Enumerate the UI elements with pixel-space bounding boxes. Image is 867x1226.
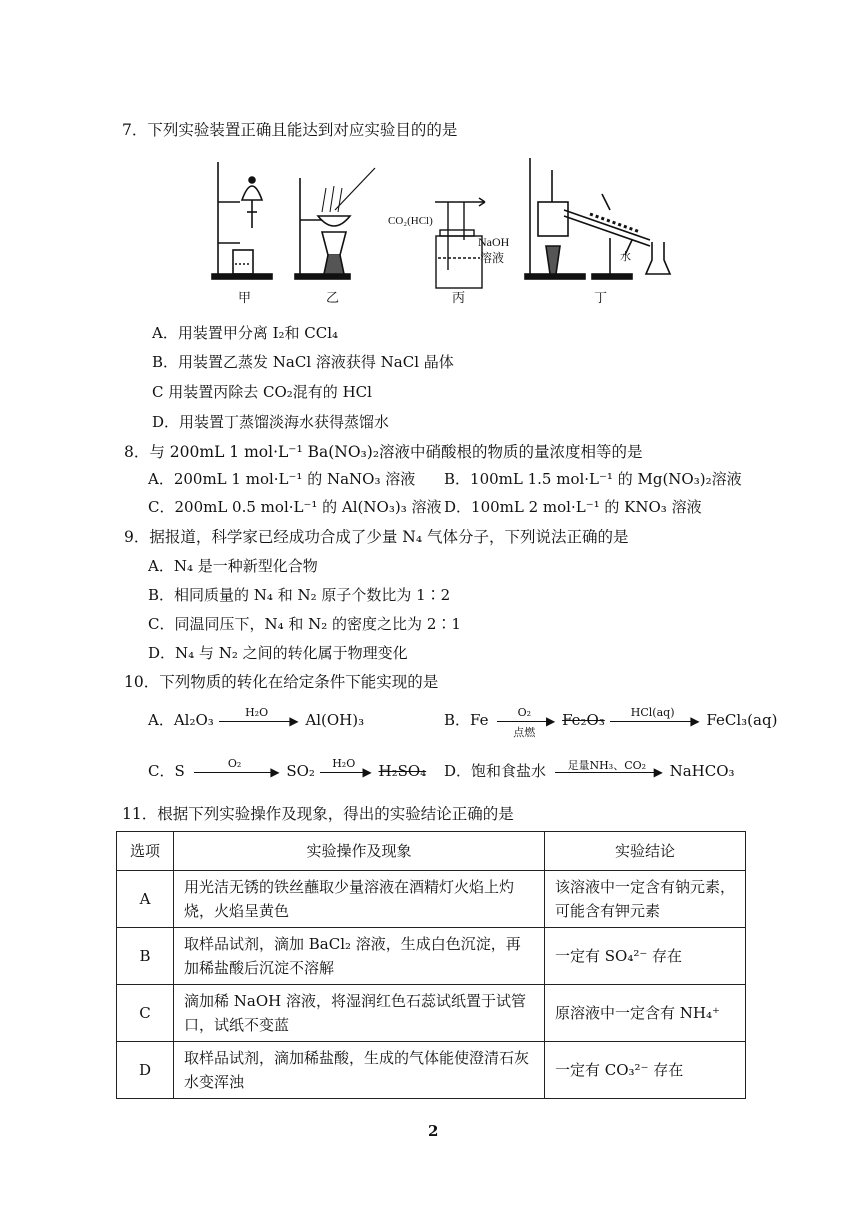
- q10-c-intermediate: SO₂: [286, 762, 315, 780]
- q10-a-product: Al(OH)₃: [305, 711, 365, 729]
- naoh-label: NaOH: [478, 235, 510, 249]
- q8-stem: 8．与 200mL 1 mol·L⁻¹ Ba(NO₃)₂溶液中硝酸根的物质的量浓度相等的是: [124, 443, 643, 461]
- q9-option-b: B．相同质量的 N₄ 和 N₂ 原子个数比为 1∶2: [148, 586, 451, 604]
- q10-b-product: FeCl₃(aq): [706, 711, 778, 729]
- row-operation: 取样品试剂，滴加 BaCl₂ 溶液，生成白色沉淀，再加稀盐酸后沉淀不溶解: [174, 928, 545, 985]
- row-conclusion: 该溶液中一定含有钠元素，可能含有钾元素: [545, 871, 746, 928]
- q10-a-reactant: A．Al₂O₃: [148, 711, 214, 729]
- q10-b-arrow1-top: O₂: [517, 705, 531, 719]
- row-option: C: [117, 985, 174, 1042]
- header-option: 选项: [117, 832, 174, 871]
- q7-option-b: B．用装置乙蒸发 NaCl 溶液获得 NaCl 晶体: [152, 353, 454, 371]
- table-row: [117, 871, 746, 928]
- q11-table: [116, 831, 746, 1099]
- q10-c-reactant: C．S: [148, 762, 185, 780]
- q10-c-product: H₂SO₄: [378, 762, 427, 780]
- row-option: D: [117, 1042, 174, 1099]
- apparatus-ding: [525, 158, 670, 279]
- bing-gas-label: CO₂(HCl): [388, 215, 433, 227]
- row-operation: 滴加稀 NaOH 溶液，将湿润红色石蕊试纸置于试管口，试纸不变蓝: [174, 985, 545, 1042]
- apparatus-jia: [212, 162, 272, 279]
- header-operation: 实验操作及现象: [174, 832, 545, 871]
- q10-option-b: [444, 705, 778, 739]
- q7-option-a: A．用装置甲分离 I₂和 CCl₄: [152, 324, 339, 342]
- table-row: [117, 928, 746, 985]
- q8-option-b: B．100mL 1.5 mol·L⁻¹ 的 Mg(NO₃)₂溶液: [444, 470, 742, 488]
- row-conclusion: 一定有 CO₃²⁻ 存在: [545, 1042, 746, 1099]
- q10-option-a: [148, 705, 365, 730]
- row-operation: 用光洁无锈的铁丝蘸取少量溶液在酒精灯火焰上灼烧，火焰呈黄色: [174, 871, 545, 928]
- q9-option-a: A．N₄ 是一种新型化合物: [148, 557, 318, 575]
- q7-apparatus-figure: [200, 150, 680, 305]
- q10-c-arrow1: O₂ ▶: [194, 772, 276, 773]
- table-row: [117, 1042, 746, 1099]
- q10-a-arrow-label: H₂O: [245, 705, 269, 719]
- apparatus-bing: [388, 198, 510, 288]
- q10-b-arrow2-label: HCl(aq): [630, 705, 675, 719]
- water-label: 水: [620, 251, 631, 263]
- q10-d-product: NaHCO₃: [669, 762, 735, 780]
- q10-d-arrow: 足量NH₃、CO₂ ▶: [555, 772, 659, 773]
- label-yi: 乙: [326, 290, 340, 305]
- label-ding: 丁: [594, 290, 608, 305]
- q7-option-d: D．用装置丁蒸馏淡海水获得蒸馏水: [152, 413, 390, 431]
- q10-a-arrow: H₂O ▶: [219, 721, 295, 722]
- q8-option-c: C．200mL 0.5 mol·L⁻¹ 的 Al(NO₃)₃ 溶液: [148, 498, 442, 516]
- row-conclusion: 原溶液中一定含有 NH₄⁺: [545, 985, 746, 1042]
- row-option: B: [117, 928, 174, 985]
- label-bing: 丙: [452, 290, 466, 305]
- page-number: 2: [428, 1122, 439, 1140]
- q10-option-c: [148, 756, 427, 781]
- q10-b-arrow1: O₂ ▶ 点燃: [497, 721, 551, 722]
- row-operation: 取样品试剂，滴加稀盐酸，生成的气体能使澄清石灰水变浑浊: [174, 1042, 545, 1099]
- header-conclusion: 实验结论: [545, 832, 746, 871]
- q7-stem: 7．下列实验装置正确且能达到对应实验目的的是: [122, 121, 458, 139]
- q10-b-arrow1-bottom: 点燃: [513, 725, 536, 739]
- q11-stem: 11．根据下列实验操作及现象，得出的实验结论正确的是: [122, 805, 514, 823]
- q10-b-arrow2: HCl(aq) ▶: [610, 721, 696, 722]
- q10-c-arrow2-label: H₂O: [332, 756, 356, 770]
- q10-d-reactant: D．饱和食盐水: [444, 762, 547, 780]
- q7-option-c: C 用装置丙除去 CO₂混有的 HCl: [152, 383, 372, 401]
- q10-b-intermediate: Fe₂O₃: [562, 711, 605, 729]
- q10-c-arrow2: H₂O ▶: [320, 772, 368, 773]
- apparatus-yi: [295, 168, 375, 279]
- table-header-row: [117, 832, 746, 871]
- q10-d-arrow-label: 足量NH₃、CO₂: [567, 758, 647, 772]
- q9-option-d: D．N₄ 与 N₂ 之间的转化属于物理变化: [148, 644, 408, 662]
- q10-option-d: [444, 760, 735, 781]
- q10-c-arrow1-label: O₂: [227, 756, 242, 770]
- label-jia: 甲: [238, 290, 252, 305]
- q8-option-d: D．100mL 2 mol·L⁻¹ 的 KNO₃ 溶液: [444, 498, 702, 516]
- row-option: A: [117, 871, 174, 928]
- q10-stem: 10．下列物质的转化在给定条件下能实现的是: [124, 673, 439, 691]
- solution-label: 溶液: [480, 251, 505, 265]
- q10-b-reactant: B．Fe: [444, 711, 489, 729]
- q9-option-c: C．同温同压下，N₄ 和 N₂ 的密度之比为 2∶1: [148, 615, 461, 633]
- table-row: [117, 985, 746, 1042]
- q8-option-a: A．200mL 1 mol·L⁻¹ 的 NaNO₃ 溶液: [148, 470, 416, 488]
- row-conclusion: 一定有 SO₄²⁻ 存在: [545, 928, 746, 985]
- q9-stem: 9．据报道，科学家已经成功合成了少量 N₄ 气体分子，下列说法正确的是: [124, 528, 629, 546]
